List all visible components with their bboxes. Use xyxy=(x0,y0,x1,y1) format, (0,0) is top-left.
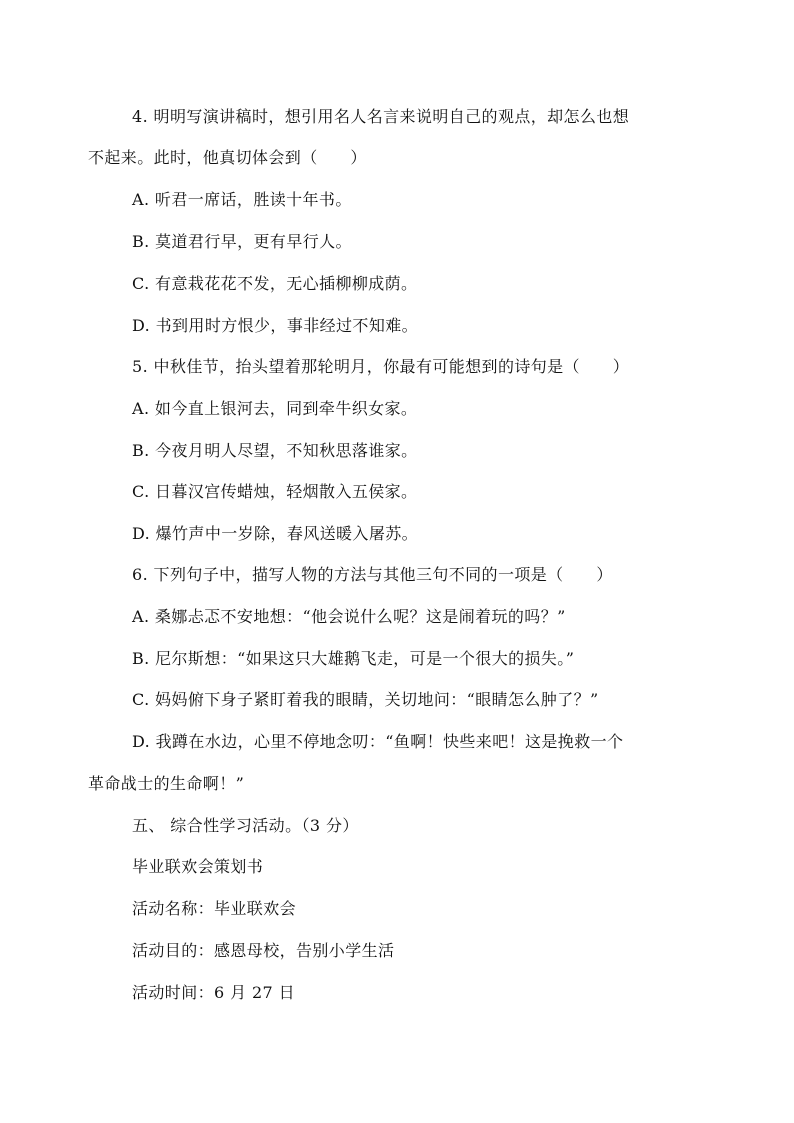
question-4-stem-line1: 4. 明明写演讲稿时，想引用名人名言来说明自己的观点，却怎么也想 xyxy=(132,107,630,126)
question-6-option-d-continuation: 革命战士的生命啊！” xyxy=(88,774,245,793)
question-6-option-b: B. 尼尔斯想：“如果这只大雄鹅飞走，可是一个很大的损失。” xyxy=(132,649,575,668)
activity-time: 活动时间：6 月 27 日 xyxy=(132,983,295,1002)
question-4-stem-line2: 不起来。此时，他真切体会到（ ） xyxy=(88,148,367,167)
question-6-option-c: C. 妈妈俯下身子紧盯着我的眼睛，关切地问：“眼睛怎么肿了？” xyxy=(132,690,599,709)
question-6-stem: 6. 下列句子中，描写人物的方法与其他三句不同的一项是（ ） xyxy=(132,565,613,584)
question-5-stem: 5. 中秋佳节，抬头望着那轮明月，你最有可能想到的诗句是（ ） xyxy=(132,357,630,376)
plan-title: 毕业联欢会策划书 xyxy=(132,857,264,876)
question-5-option-b: B. 今夜月明人尽望，不知秋思落谁家。 xyxy=(132,441,418,460)
question-5-option-a: A. 如今直上银河去，同到牵牛织女家。 xyxy=(132,399,418,418)
question-4-option-b: B. 莫道君行早，更有早行人。 xyxy=(132,232,352,251)
question-6-option-d: D. 我蹲在水边，心里不停地念叨：“鱼啊！快些来吧！这是挽救一个 xyxy=(132,732,624,751)
question-4-option-d: D. 书到用时方恨少，事非经过不知难。 xyxy=(132,316,419,335)
question-4-option-c: C. 有意栽花花不发，无心插柳柳成荫。 xyxy=(132,274,418,293)
question-6-option-a: A. 桑娜忐忑不安地想：“他会说什么呢？这是闹着玩的吗？” xyxy=(132,607,566,626)
question-4-option-a: A. 听君一席话，胜读十年书。 xyxy=(132,190,352,209)
section-heading: 五、 综合性学习活动。（3 分） xyxy=(132,816,359,835)
activity-purpose: 活动目的：感恩母校，告别小学生活 xyxy=(132,941,395,960)
question-5-option-d: D. 爆竹声中一岁除，春风送暖入屠苏。 xyxy=(132,524,419,543)
question-5-option-c: C. 日暮汉宫传蜡烛，轻烟散入五侯家。 xyxy=(132,482,418,501)
activity-name: 活动名称：毕业联欢会 xyxy=(132,899,297,918)
